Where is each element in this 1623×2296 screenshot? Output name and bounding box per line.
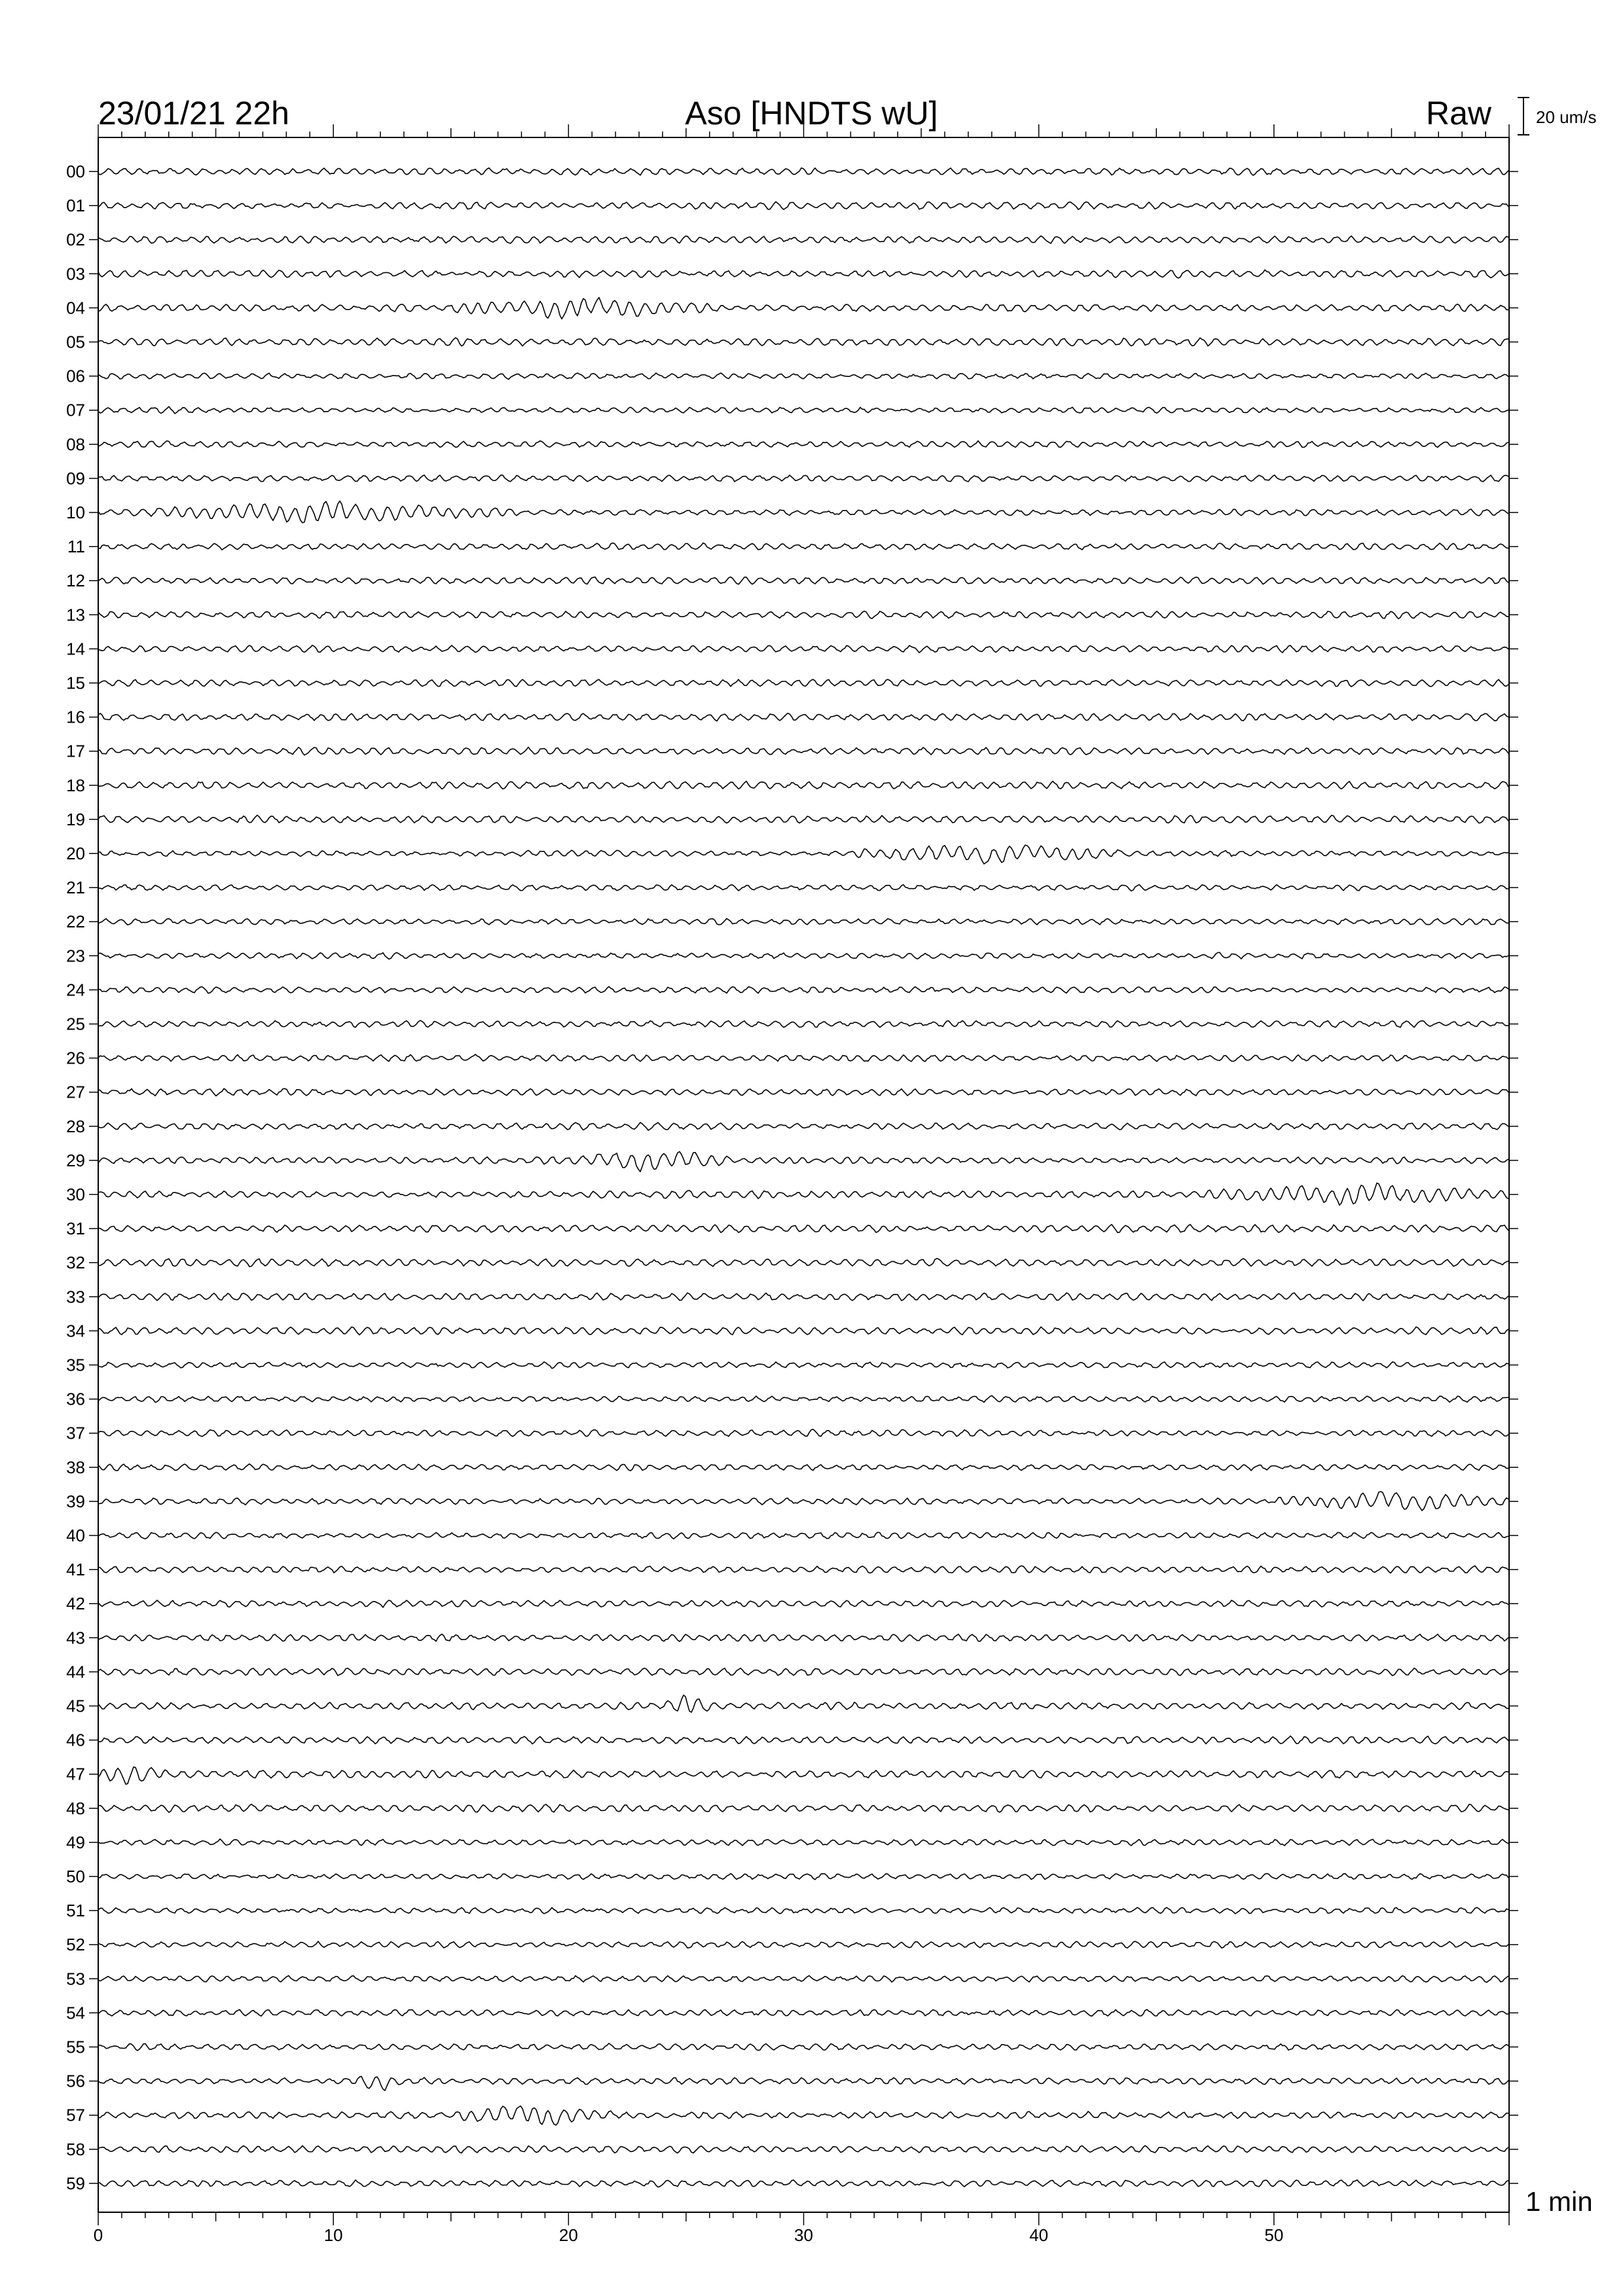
plot-frame [98, 137, 1509, 2212]
trace-row-31 [98, 1225, 1508, 1232]
trace-row-55 [98, 2043, 1508, 2051]
x-tick-label: 30 [794, 2225, 813, 2245]
amplitude-scale-label: 20 um/s [1536, 107, 1597, 127]
trace-row-34 [98, 1327, 1508, 1335]
trace-row-52 [98, 1941, 1508, 1948]
row-label: 04 [66, 298, 85, 318]
trace-row-08 [98, 441, 1508, 448]
trace-row-33 [98, 1293, 1508, 1300]
row-label: 18 [66, 775, 85, 795]
row-label: 43 [66, 1628, 85, 1648]
trace-row-47 [98, 1767, 1508, 1784]
trace-row-14 [98, 645, 1508, 653]
trace-row-09 [98, 475, 1508, 482]
trace-row-56 [98, 2076, 1508, 2090]
row-label: 24 [66, 980, 85, 1000]
row-label: 59 [66, 2173, 85, 2193]
row-label: 12 [66, 571, 85, 591]
row-label: 42 [66, 1594, 85, 1614]
trace-row-24 [98, 986, 1508, 993]
row-label: 44 [66, 1662, 85, 1682]
trace-row-06 [98, 373, 1508, 380]
trace-row-48 [98, 1804, 1508, 1813]
row-label: 39 [66, 1491, 85, 1511]
trace-row-32 [98, 1259, 1508, 1267]
trace-row-22 [98, 918, 1508, 925]
trace-row-30 [98, 1183, 1508, 1206]
row-label: 26 [66, 1048, 85, 1068]
row-label: 32 [66, 1253, 85, 1273]
trace-row-57 [98, 2106, 1508, 2125]
trace-row-26 [98, 1054, 1508, 1062]
trace-row-27 [98, 1088, 1508, 1096]
row-label: 11 [67, 537, 85, 557]
row-label: 00 [66, 162, 85, 181]
trace-row-29 [98, 1152, 1508, 1172]
trace-row-46 [98, 1736, 1508, 1744]
row-label: 36 [66, 1389, 85, 1409]
row-label: 19 [66, 809, 85, 829]
station-title: Aso [HNDTS wU] [685, 95, 938, 132]
row-label: 01 [66, 196, 85, 216]
trace-row-19 [98, 816, 1508, 823]
row-label: 51 [66, 1901, 85, 1921]
row-label: 35 [66, 1355, 85, 1375]
trace-row-28 [98, 1122, 1508, 1130]
time-unit-label: 1 min [1525, 2186, 1593, 2217]
row-label: 15 [66, 673, 85, 693]
row-label: 02 [66, 230, 85, 250]
row-label: 05 [66, 332, 85, 352]
x-tick-label: 50 [1264, 2225, 1284, 2245]
row-label: 31 [66, 1219, 85, 1239]
trace-row-13 [98, 611, 1508, 619]
row-label: 52 [66, 1935, 85, 1955]
trace-row-07 [98, 406, 1508, 414]
trace-row-00 [98, 168, 1508, 175]
trace-row-59 [98, 2180, 1508, 2187]
row-label: 16 [66, 707, 85, 727]
trace-row-58 [98, 2145, 1508, 2153]
trace-row-44 [98, 1668, 1508, 1676]
row-label: 06 [66, 366, 85, 386]
row-label: 55 [66, 2037, 85, 2057]
trace-row-03 [98, 270, 1508, 278]
trace-row-20 [98, 845, 1508, 864]
row-label: 38 [66, 1457, 85, 1477]
row-label: 34 [66, 1321, 85, 1341]
trace-row-38 [98, 1464, 1508, 1471]
row-label: 50 [66, 1867, 85, 1886]
row-label: 25 [66, 1014, 85, 1034]
row-label: 23 [66, 946, 85, 966]
row-label: 56 [66, 2071, 85, 2091]
trace-row-45 [98, 1695, 1508, 1712]
x-tick-label: 40 [1029, 2225, 1049, 2245]
trace-row-12 [98, 577, 1508, 584]
row-label: 27 [66, 1082, 85, 1102]
tick-group [89, 124, 1518, 2225]
trace-row-15 [98, 679, 1508, 687]
row-label: 20 [66, 844, 85, 863]
trace-row-54 [98, 2009, 1508, 2016]
trace-row-40 [98, 1532, 1508, 1539]
row-label: 54 [66, 2003, 85, 2023]
row-label: 45 [66, 1696, 85, 1716]
row-label: 48 [66, 1798, 85, 1818]
row-label: 49 [66, 1832, 85, 1852]
row-label: 10 [66, 503, 85, 522]
trace-row-01 [98, 202, 1508, 209]
trace-row-16 [98, 713, 1508, 721]
trace-row-04 [98, 298, 1508, 319]
row-label: 40 [66, 1526, 85, 1545]
trace-row-02 [98, 236, 1508, 243]
trace-row-25 [98, 1020, 1508, 1028]
trace-row-21 [98, 885, 1508, 891]
trace-row-05 [98, 338, 1508, 346]
date-hour-label: 23/01/21 22h [98, 95, 289, 132]
x-tick-label: 20 [558, 2225, 578, 2245]
trace-row-51 [98, 1907, 1508, 1914]
row-label: 37 [66, 1423, 85, 1443]
row-label: 30 [66, 1185, 85, 1204]
trace-row-37 [98, 1429, 1508, 1437]
row-label: 07 [66, 400, 85, 420]
row-label: 53 [66, 1969, 85, 1989]
row-label: 08 [66, 434, 85, 454]
trace-row-50 [98, 1874, 1508, 1880]
trace-row-53 [98, 1976, 1508, 1982]
x-tick-label: 10 [323, 2225, 343, 2245]
trace-row-39 [98, 1492, 1508, 1511]
row-label: 13 [66, 605, 85, 625]
row-label: 14 [66, 639, 85, 659]
label-group [66, 162, 1283, 2245]
row-label: 47 [66, 1764, 85, 1784]
x-tick-label: 0 [93, 2225, 103, 2245]
mode-label: Raw [1425, 95, 1491, 132]
row-label: 29 [66, 1150, 85, 1170]
trace-row-35 [98, 1362, 1508, 1369]
row-label: 46 [66, 1730, 85, 1750]
trace-row-43 [98, 1634, 1508, 1641]
trace-row-49 [98, 1839, 1508, 1846]
trace-row-42 [98, 1600, 1508, 1607]
row-label: 17 [66, 741, 85, 761]
trace-row-11 [98, 543, 1508, 550]
row-label: 33 [66, 1287, 85, 1307]
row-label: 28 [66, 1116, 85, 1136]
trace-row-41 [98, 1566, 1508, 1573]
trace-row-17 [98, 747, 1508, 755]
row-label: 57 [66, 2105, 85, 2125]
row-label: 22 [66, 912, 85, 932]
trace-row-18 [98, 781, 1508, 789]
row-label: 03 [66, 264, 85, 284]
row-label: 09 [66, 468, 85, 488]
trace-row-36 [98, 1395, 1508, 1402]
trace-group [98, 168, 1508, 2187]
row-label: 21 [66, 878, 85, 898]
row-label: 58 [66, 2139, 85, 2159]
trace-row-23 [98, 952, 1508, 959]
row-label: 41 [66, 1560, 85, 1580]
trace-row-10 [98, 501, 1508, 522]
